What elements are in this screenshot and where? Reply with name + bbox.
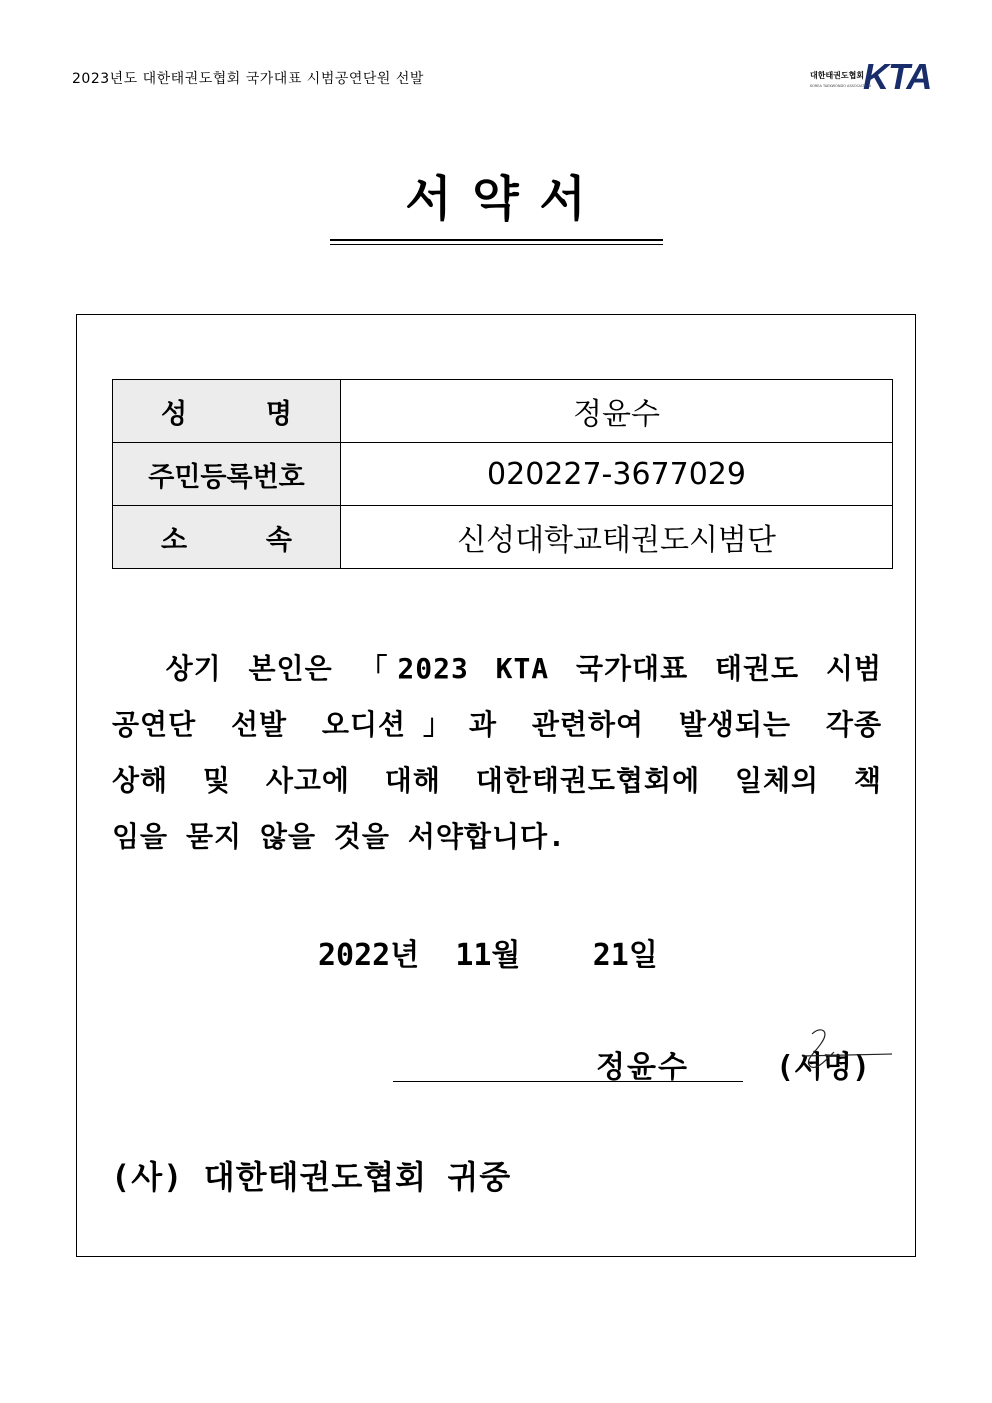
pledge-line: 임을 묻지 않을 것을 서약합니다. — [112, 820, 566, 853]
logo-korean-name: 대한태권도협회 — [810, 71, 865, 80]
signature-line — [393, 1081, 743, 1082]
kta-logo — [810, 56, 932, 100]
title-underline — [330, 239, 663, 241]
signature-label: (서명) — [776, 1050, 871, 1085]
table-row — [113, 506, 893, 569]
handwritten-signature — [782, 1022, 894, 1092]
logo-kta-text: KTA — [863, 56, 932, 97]
affiliation-label-char-1: 소 — [161, 524, 188, 556]
name-label-cell — [113, 380, 341, 443]
affiliation-label-cell — [113, 506, 341, 569]
pledge-line: 공연단 선발 오디션」과 관련하여 발생되는 각종 — [112, 708, 882, 741]
addressee: (사) 대한태권도협회 귀중 — [111, 1158, 512, 1196]
name-label-char-2: 명 — [265, 398, 292, 430]
pledge-line: 상해 및 사고에 대해 대한태권도협회에 일체의 책 — [112, 764, 882, 797]
affiliation-label-char-2: 속 — [265, 524, 292, 556]
document-title: 서 약 서 — [405, 171, 588, 227]
personal-info-table — [112, 379, 893, 569]
name-value: 정윤수 — [341, 380, 893, 443]
id-label: 주민등록번호 — [113, 443, 341, 506]
pledge-text — [112, 641, 882, 865]
name-label-char-1: 성 — [161, 398, 188, 430]
signer-name: 정윤수 — [596, 1050, 689, 1085]
header-title: 2023년도 대한태권도협회 국가대표 시범공연단원 선발 — [72, 71, 424, 87]
title-underline-thin — [330, 244, 663, 245]
table-row — [113, 380, 893, 443]
affiliation-value: 신성대학교태권도시범단 — [341, 506, 893, 569]
id-value: 020227-3677029 — [341, 443, 893, 506]
logo-english-name: KOREA TAEKWONDO ASSOCIATION — [810, 84, 871, 88]
table-row — [113, 443, 893, 506]
pledge-line: 상기 본인은 「2023 KTA 국가대표 태권도 시범 — [112, 652, 882, 685]
date: 2022년 11월 21일 — [318, 938, 658, 973]
